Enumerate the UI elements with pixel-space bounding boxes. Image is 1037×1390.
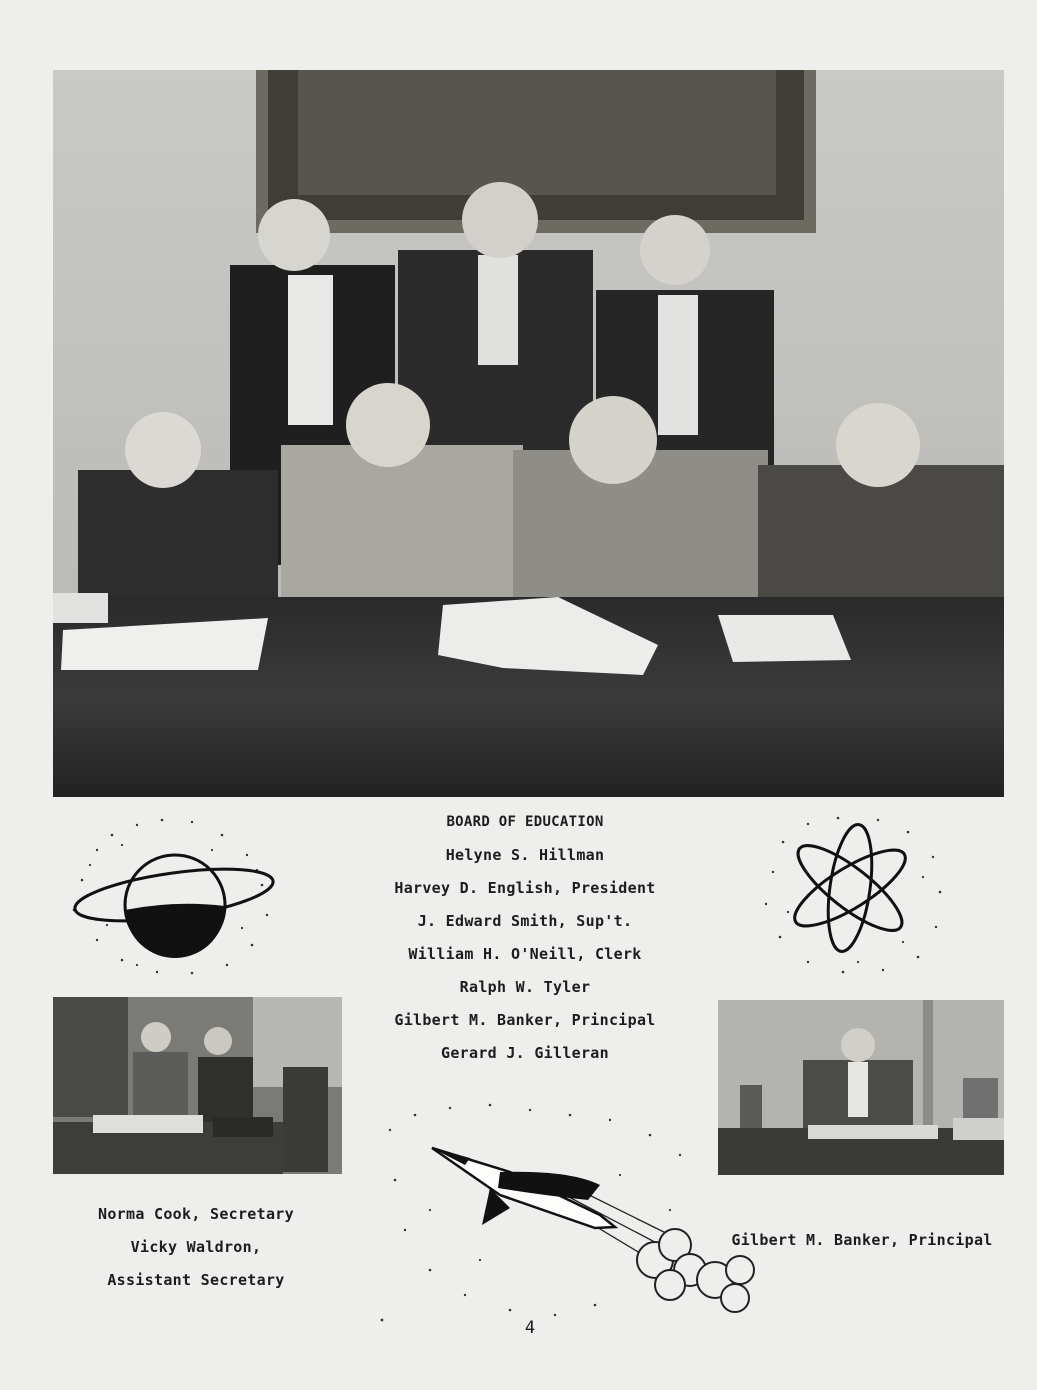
page-number: 4	[524, 1318, 536, 1338]
board-member: Gilbert M. Banker, Principal	[394, 1011, 656, 1029]
board-member: Helyne S. Hillman	[445, 846, 605, 864]
caption-assistant-secretary: Assistant Secretary	[107, 1271, 285, 1289]
board-group-photo	[53, 70, 1004, 797]
principal-caption	[712, 1224, 1012, 1257]
atom-icon	[758, 812, 948, 977]
secretaries-photo	[53, 997, 342, 1174]
board-member: Harvey D. English, President	[394, 879, 656, 897]
board-member: William H. O'Neill, Clerk	[408, 945, 642, 963]
board-title: BOARD OF EDUCATION	[446, 814, 604, 830]
secretaries-caption	[60, 1198, 332, 1297]
principal-photo	[718, 1000, 1004, 1175]
caption-principal: Gilbert M. Banker, Principal	[731, 1231, 993, 1249]
caption-norma-cook: Norma Cook, Secretary	[98, 1205, 294, 1223]
board-member: J. Edward Smith, Sup't.	[417, 912, 633, 930]
board-of-education-list	[360, 806, 690, 1070]
board-member: Gerard J. Gilleran	[441, 1044, 609, 1062]
board-member: Ralph W. Tyler	[459, 978, 591, 996]
rocket-icon	[370, 1100, 770, 1325]
caption-vicky-waldron: Vicky Waldron,	[130, 1238, 262, 1256]
ringed-planet-icon	[62, 810, 277, 980]
